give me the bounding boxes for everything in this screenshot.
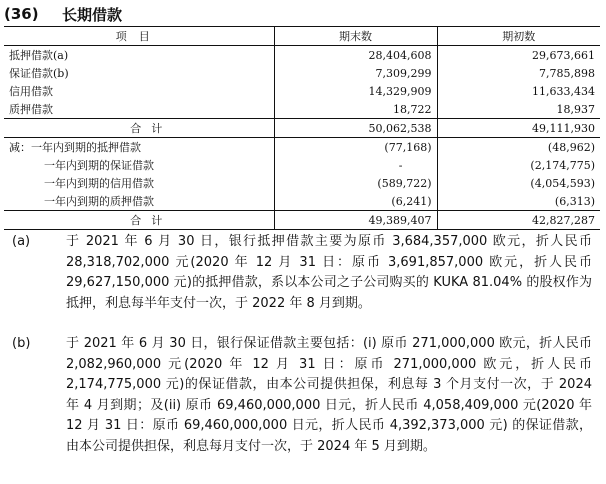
table-header-row [4,27,600,46]
row-end-value: 28,404,608 [274,46,437,65]
note-a-tag: (a) [12,234,31,249]
header-end-balance: 期末数 [274,27,437,46]
row-begin-value: 49,111,930 [437,119,600,138]
row-end-value: 50,062,538 [274,119,437,138]
row-label: 一年内到期的质押借款 [4,192,274,211]
row-begin-value: (4,054,593) [437,174,600,192]
row-end-value: 18,722 [274,100,437,119]
long-term-borrowings-table [4,26,600,230]
table-row [4,211,600,230]
note-a-text: 于 2021 年 6 月 30 日，银行抵押借款主要为原币 3,684,357,000 欧元，折人民币 28,318,702,000 元(2020 年 12 月 31 日：原币 3,691,857,000 欧元，折人民币 29,627,150,000 元)的抵押借款，系以本公司之子公司购买的 KUKA 81.04% 的股权作为抵押，利息每半年支付一次，于 2022 年 8 月到期。 [66,234,592,311]
table-row [4,192,600,211]
row-begin-value: 29,673,661 [437,46,600,65]
row-begin-value: (2,174,775) [437,156,600,174]
table-row [4,156,600,174]
header-item: 项目 [4,27,274,46]
row-label: 抵押借款(a) [9,49,69,62]
row-end-value: (6,241) [274,192,437,211]
note-b [12,334,592,457]
row-end-value: (77,168) [274,138,437,157]
row-begin-value: 18,937 [437,100,600,119]
row-label: 合计 [4,119,274,138]
row-label: 一年内到期的信用借款 [44,177,154,190]
note-b-tag: (b) [12,336,31,351]
row-end-value: - [274,156,437,174]
row-begin-value: (48,962) [437,138,600,157]
row-begin-value: 11,633,434 [437,82,600,100]
row-label: 质押借款 [4,100,274,119]
row-begin-value: 42,827,287 [437,211,600,230]
row-begin-value: 7,785,898 [437,64,600,82]
row-label: 减：一年内到期的抵押借款 [9,141,141,154]
row-end-value: 49,389,407 [274,211,437,230]
header-begin-balance: 期初数 [437,27,600,46]
row-label: 保证借款(b) [9,67,69,80]
table-row [4,64,600,82]
table-row [4,138,600,157]
note-a [12,232,592,314]
row-begin-value: (6,313) [437,192,600,211]
row-label: 合计 [4,211,274,230]
table-row [4,46,600,65]
row-end-value: (589,722) [274,174,437,192]
row-end-value: 14,329,909 [274,82,437,100]
row-end-value: 7,309,299 [274,64,437,82]
note-b-text: 于 2021 年 6 月 30 日，银行保证借款主要包括：(i) 原币 271,000,000 欧元，折人民币 2,082,960,000 元(2020 年 12 月 31 日：原币 271,000,000 欧元，折人民币 2,174,775,000 元)的保证借款，由本公司提供担保，利息每 3 个月支付一次，于 2024 年 4 月到期；及(ii) 原币 69,460,000,000 日元，折人民币 4,058,409,000 元(2020 年 12 月 31 日：原币 69,460,000,000 日元，折人民币 4,392,373,000 元) 的保证借款，由本公司提供担保，利息每月支付一次，于 2024 年 5 月到期。 [66,336,592,454]
table-row [4,174,600,192]
table-row [4,119,600,138]
section-title: 长期借款 [62,5,123,24]
table-row [4,100,600,119]
table-row [4,82,600,100]
row-label: 信用借款 [9,85,53,98]
section-heading [4,3,122,25]
section-number: (36) [4,5,39,23]
row-label: 一年内到期的保证借款 [44,159,154,172]
